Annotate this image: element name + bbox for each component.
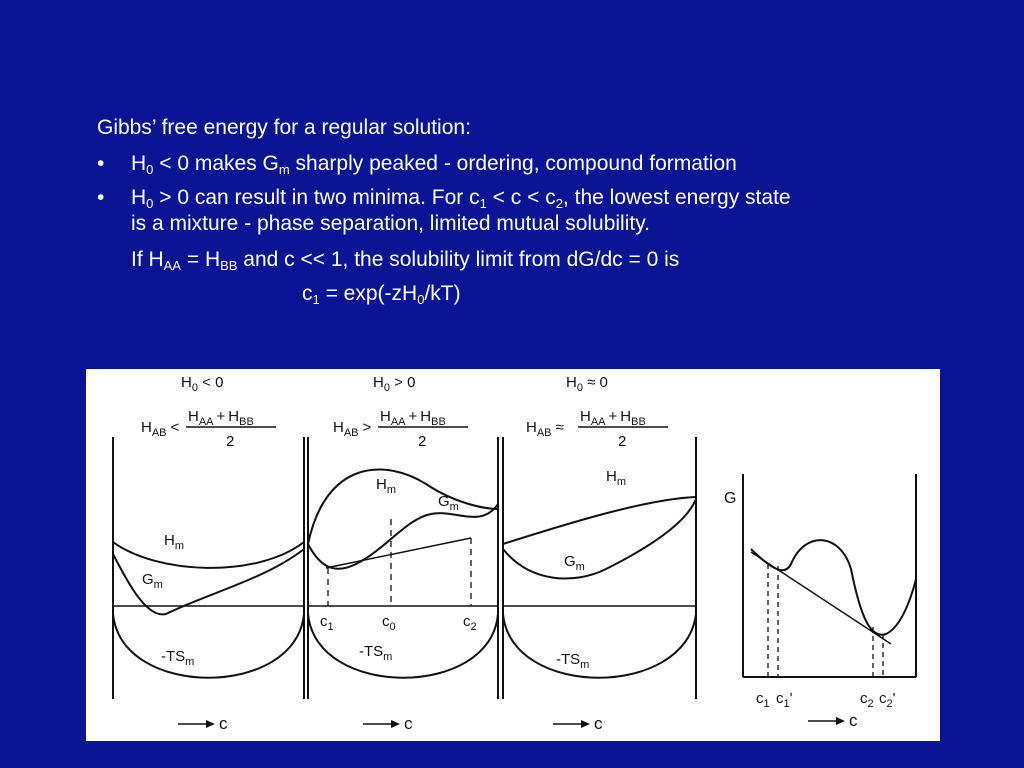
panel3-hab: $H_{AB}$ ≈	[526, 419, 564, 439]
panel1-c-arrowhead	[206, 720, 215, 728]
if-line: If $H_{AA} = H_{BB}$ and c << 1, the solubility limit from dG/dc = 0 is	[131, 248, 680, 273]
solubility-formula: $c_1 = \exp(-zH_0/kT)$	[302, 282, 461, 307]
bullet-1-text: $H_0 < 0$ makes $G_m$ sharply peaked - ordering, compound formation	[131, 152, 737, 177]
panel4-c1-label: $c_1$	[756, 690, 770, 710]
bullet-2-text: $H_0 > 0$ can result in two minima. For $c_1 < c < c_2$, the lowest energy state	[131, 186, 791, 211]
panel3-numerator: $H_{AA} + H_{BB}$	[580, 408, 646, 428]
panel2-hm-label: $H_m$	[376, 476, 397, 496]
panel2-hab: $H_{AB}$ >	[333, 419, 372, 439]
panel2-axis-label: c	[404, 714, 413, 733]
free-energy-figure	[86, 369, 940, 741]
panel3-condition: $H_0 \approx 0$	[566, 374, 608, 394]
panel2-ts-label: $-TS_m$	[359, 643, 393, 663]
panel2-c-arrowhead	[391, 720, 400, 728]
panel2-c0-label: $c_0$	[382, 613, 396, 633]
panel3-ts-label: $-TS_m$	[556, 651, 590, 671]
panel4-c-arrowhead	[836, 717, 845, 725]
bullet-1	[97, 152, 737, 177]
panel1-ts-curve	[113, 614, 304, 678]
heading	[97, 116, 471, 141]
bullet-2	[97, 186, 791, 211]
panel2-c2-label: $c_2$	[463, 613, 477, 633]
panel4-axis-label: c	[849, 711, 858, 730]
panel2-numerator: $H_{AA} + H_{BB}$	[380, 408, 446, 428]
panel4-c2-label: $c_2$	[860, 690, 874, 710]
panel3-hm-curve	[503, 497, 696, 544]
panel3-gm-curve	[503, 499, 696, 579]
panel1-hm-label: $H_m$	[164, 532, 185, 552]
panel2-hm-curve	[308, 470, 498, 544]
panel2-gm-label: $G_m$	[438, 493, 459, 513]
panel3-denominator: 2	[618, 433, 627, 450]
panel3-hm-label: $H_m$	[606, 468, 627, 488]
figure-svg	[86, 369, 940, 741]
panel1-condition: $H_0 < 0$	[181, 374, 224, 394]
panel2-denominator: 2	[418, 433, 427, 450]
panel1-denominator: 2	[226, 433, 235, 450]
panel1-axis-label: c	[219, 714, 228, 733]
panel2-common-tangent	[326, 538, 471, 568]
panel4-common-tangent	[751, 552, 891, 644]
panel1-numerator: $H_{AA} + H_{BB}$	[188, 408, 254, 428]
panel1-hab: $H_{AB}$ <	[141, 419, 180, 439]
panel3-gm-label: $G_m$	[564, 553, 585, 573]
panel2-gm-curve	[308, 504, 498, 569]
panel2-c1-label: $c_1$	[320, 613, 334, 633]
panel1-gm-label: $G_m$	[142, 571, 163, 591]
panel4-g-label: G	[724, 490, 737, 507]
bullet-dot: •	[97, 186, 105, 209]
bullet-2-continuation: is a mixture - phase separation, limited mutual solubility.	[131, 212, 651, 235]
panel4-g-curve	[751, 540, 916, 635]
bullet-dot: •	[97, 152, 105, 175]
panel3-axis-label: c	[594, 714, 603, 733]
heading-text: Gibbs’ free energy for a regular solution:	[97, 116, 471, 139]
panel4-c2p-label: $c_2'$	[879, 690, 896, 710]
panel3-ts-curve	[503, 614, 696, 678]
panel1-ts-label: $-TS_m$	[161, 648, 195, 668]
panel4-c1p-label: $c_1'$	[776, 690, 793, 710]
panel1-hm-curve	[113, 542, 304, 568]
panel2-condition: $H_0 > 0$	[373, 374, 416, 394]
panel3-c-arrowhead	[581, 720, 590, 728]
